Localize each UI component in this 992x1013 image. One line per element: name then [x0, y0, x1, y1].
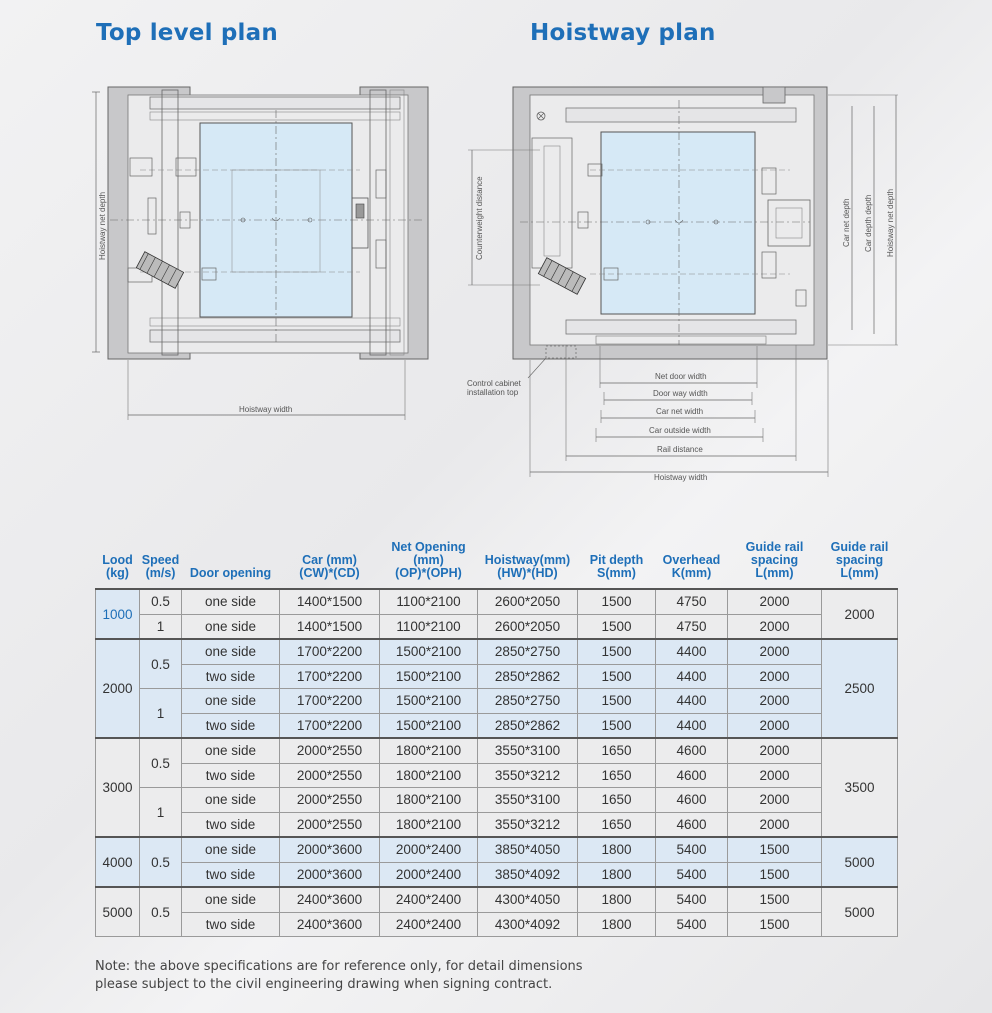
- door-cell: one side: [182, 614, 280, 639]
- overhead-cell: 5400: [656, 912, 728, 937]
- hoistway-plan-title: Hoistway plan: [530, 20, 716, 46]
- door-cell: one side: [182, 837, 280, 862]
- hoistway-cell: 4300*4050: [478, 887, 578, 912]
- opening-cell: 1800*2100: [380, 763, 478, 788]
- top-level-plan-drawing: [90, 80, 450, 425]
- door-cell: two side: [182, 862, 280, 887]
- door-cell: two side: [182, 812, 280, 837]
- header-door-opening: Door opening: [189, 566, 272, 580]
- specification-table-wrapper: [95, 541, 897, 937]
- door-cell: two side: [182, 664, 280, 689]
- hoistway-cell: 2850*2750: [478, 689, 578, 714]
- pit-cell: 1500: [578, 689, 656, 714]
- rail1-cell: 2000: [728, 689, 822, 714]
- hoistway-cell: 3550*3100: [478, 738, 578, 763]
- opening-cell: 1500*2100: [380, 713, 478, 738]
- pit-cell: 1500: [578, 614, 656, 639]
- hoistway-plan-drawing: [462, 80, 902, 485]
- speed-cell: 1: [140, 788, 182, 838]
- overhead-cell: 4400: [656, 689, 728, 714]
- overhead-cell: 4600: [656, 812, 728, 837]
- overhead-cell: 4750: [656, 589, 728, 614]
- footnote-line-2: please subject to the civil engineering drawing when signing contract.: [95, 977, 553, 992]
- car-outside-width-label: Car outside width: [649, 426, 711, 435]
- hoistway-cell: 3550*3212: [478, 763, 578, 788]
- car-net-width-label: Car net width: [656, 407, 704, 416]
- top-level-plan-title: Top level plan: [96, 20, 278, 46]
- speed-cell: 1: [140, 614, 182, 639]
- overhead-cell: 4400: [656, 664, 728, 689]
- overhead-cell: 4600: [656, 763, 728, 788]
- header-pit-depth: Pit depth S(mm): [589, 553, 644, 580]
- opening-cell: 1500*2100: [380, 664, 478, 689]
- rail1-cell: 1500: [728, 887, 822, 912]
- table-row: [96, 862, 898, 887]
- door-cell: two side: [182, 912, 280, 937]
- overhead-cell: 5400: [656, 837, 728, 862]
- speed-cell: 0.5: [140, 738, 182, 788]
- hoistway-cell: 3850*4050: [478, 837, 578, 862]
- door-cell: one side: [182, 788, 280, 813]
- load-cell: 3000: [96, 738, 140, 837]
- rail1-cell: 2000: [728, 788, 822, 813]
- pit-cell: 1800: [578, 862, 656, 887]
- rail1-cell: 2000: [728, 812, 822, 837]
- car-cell: 1700*2200: [280, 689, 380, 714]
- opening-cell: 1500*2100: [380, 639, 478, 664]
- load-cell: 5000: [96, 887, 140, 937]
- hoistway-cell: 4300*4092: [478, 912, 578, 937]
- pit-cell: 1500: [578, 713, 656, 738]
- specification-table: [95, 541, 898, 937]
- table-row: [96, 639, 898, 664]
- table-row: [96, 664, 898, 689]
- footnote: [95, 958, 655, 994]
- rail1-cell: 2000: [728, 614, 822, 639]
- opening-cell: 1800*2100: [380, 738, 478, 763]
- rail1-cell: 1500: [728, 862, 822, 887]
- pit-cell: 1650: [578, 763, 656, 788]
- overhead-cell: 5400: [656, 887, 728, 912]
- counterweight-distance-label: Counterweight distance: [475, 176, 484, 260]
- car-cell: 2000*2550: [280, 763, 380, 788]
- table-row: [96, 614, 898, 639]
- rail1-cell: 2000: [728, 713, 822, 738]
- speed-cell: 0.5: [140, 639, 182, 689]
- rail1-cell: 2000: [728, 639, 822, 664]
- opening-cell: 2000*2400: [380, 862, 478, 887]
- installation-top-label: installation top: [467, 388, 519, 397]
- hoistway-cell: 3550*3212: [478, 812, 578, 837]
- rail2-cell: 2500: [822, 639, 898, 738]
- hoistway-cell: 2850*2750: [478, 639, 578, 664]
- door-way-width-label: Door way width: [653, 389, 708, 398]
- rail1-cell: 2000: [728, 738, 822, 763]
- opening-cell: 2400*2400: [380, 887, 478, 912]
- car-cell: 1700*2200: [280, 639, 380, 664]
- pit-cell: 1800: [578, 912, 656, 937]
- footnote-line-1: Note: the above specifications are for reference only, for detail dimensions: [95, 959, 583, 974]
- table-row: [96, 788, 898, 813]
- hoistway-cell: 2600*2050: [478, 614, 578, 639]
- overhead-cell: 4400: [656, 713, 728, 738]
- overhead-cell: 5400: [656, 862, 728, 887]
- table-row: [96, 887, 898, 912]
- overhead-cell: 4600: [656, 788, 728, 813]
- opening-cell: 1800*2100: [380, 812, 478, 837]
- door-cell: one side: [182, 887, 280, 912]
- car-cell: 2000*2550: [280, 738, 380, 763]
- header-net-opening: Net Opening (mm) (OP)*(OPH): [391, 540, 466, 580]
- rail2-cell: 5000: [822, 887, 898, 937]
- header-speed: Speed (m/s): [141, 553, 180, 580]
- overhead-cell: 4400: [656, 639, 728, 664]
- rail2-cell: 3500: [822, 738, 898, 837]
- opening-cell: 1100*2100: [380, 614, 478, 639]
- car-cell: 1700*2200: [280, 713, 380, 738]
- car-cell: 1400*1500: [280, 614, 380, 639]
- opening-cell: 1100*2100: [380, 589, 478, 614]
- header-overhead: Overhead K(mm): [662, 553, 721, 580]
- car-cell: 2400*3600: [280, 912, 380, 937]
- load-cell: 1000: [96, 589, 140, 639]
- pit-cell: 1500: [578, 639, 656, 664]
- hoistway-cell: 2850*2862: [478, 713, 578, 738]
- car-net-depth-label: Car net depth: [842, 198, 851, 247]
- table-header-row: [96, 541, 898, 589]
- rail1-cell: 1500: [728, 912, 822, 937]
- table-row: [96, 713, 898, 738]
- door-cell: one side: [182, 589, 280, 614]
- hoistway-net-depth-label: Hoistway net depth: [886, 188, 895, 257]
- opening-cell: 2000*2400: [380, 837, 478, 862]
- pit-cell: 1650: [578, 812, 656, 837]
- table-row: [96, 812, 898, 837]
- net-door-width-label: Net door width: [655, 372, 707, 381]
- opening-cell: 2400*2400: [380, 912, 478, 937]
- door-cell: two side: [182, 713, 280, 738]
- door-cell: one side: [182, 689, 280, 714]
- rail1-cell: 2000: [728, 589, 822, 614]
- load-cell: 2000: [96, 639, 140, 738]
- pit-cell: 1800: [578, 887, 656, 912]
- table-row: [96, 589, 898, 614]
- speed-cell: 0.5: [140, 837, 182, 887]
- pit-cell: 1800: [578, 837, 656, 862]
- hoistway-cell: 3550*3100: [478, 788, 578, 813]
- car-depth-depth-label: Car depth depth: [864, 194, 873, 252]
- rail1-cell: 2000: [728, 664, 822, 689]
- header-car: Car (mm) (CW)*(CD): [299, 553, 360, 580]
- door-cell: two side: [182, 763, 280, 788]
- car-cell: 2000*2550: [280, 812, 380, 837]
- pit-cell: 1500: [578, 664, 656, 689]
- pit-cell: 1500: [578, 589, 656, 614]
- header-guide-rail-2: Guide rail spacing L(mm): [830, 540, 889, 580]
- car-cell: 2000*3600: [280, 862, 380, 887]
- door-cell: one side: [182, 738, 280, 763]
- rail-distance-label: Rail distance: [657, 445, 703, 454]
- speed-cell: 0.5: [140, 887, 182, 937]
- hoistway-cell: 3850*4092: [478, 862, 578, 887]
- door-cell: one side: [182, 639, 280, 664]
- left-hoistway-width-label: Hoistway width: [239, 405, 293, 414]
- speed-cell: 0.5: [140, 589, 182, 614]
- opening-cell: 1500*2100: [380, 689, 478, 714]
- car-cell: 2000*2550: [280, 788, 380, 813]
- load-cell: 4000: [96, 837, 140, 887]
- hoistway-cell: 2600*2050: [478, 589, 578, 614]
- table-row: [96, 912, 898, 937]
- overhead-cell: 4600: [656, 738, 728, 763]
- table-row: [96, 837, 898, 862]
- left-hoistway-net-depth-label: Hoistway net depth: [98, 191, 107, 260]
- rail2-cell: 2000: [822, 589, 898, 639]
- car-cell: 2400*3600: [280, 887, 380, 912]
- speed-cell: 1: [140, 689, 182, 739]
- table-row: [96, 738, 898, 763]
- header-guide-rail-1: Guide rail spacing L(mm): [745, 540, 804, 580]
- header-hoistway: Hoistway(mm) (HW)*(HD): [484, 553, 571, 580]
- rail1-cell: 1500: [728, 837, 822, 862]
- car-cell: 1400*1500: [280, 589, 380, 614]
- control-cabinet-label: Control cabinet: [467, 379, 521, 388]
- table-row: [96, 763, 898, 788]
- car-cell: 2000*3600: [280, 837, 380, 862]
- car-cell: 1700*2200: [280, 664, 380, 689]
- table-row: [96, 689, 898, 714]
- rail2-cell: 5000: [822, 837, 898, 887]
- opening-cell: 1800*2100: [380, 788, 478, 813]
- pit-cell: 1650: [578, 738, 656, 763]
- rail1-cell: 2000: [728, 763, 822, 788]
- hoistway-cell: 2850*2862: [478, 664, 578, 689]
- header-load: Lood (kg): [102, 553, 133, 580]
- pit-cell: 1650: [578, 788, 656, 813]
- overhead-cell: 4750: [656, 614, 728, 639]
- right-hoistway-width-label: Hoistway width: [654, 473, 708, 482]
